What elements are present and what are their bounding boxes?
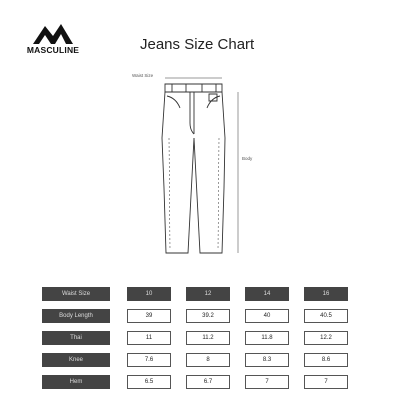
table-header-cell: 10 [127,287,171,301]
page-title: Jeans Size Chart [140,36,255,53]
mountain-logo-icon [33,22,73,44]
table-header-row [42,287,348,301]
table-cell: 11 [127,331,171,345]
table-cell: 7.6 [127,353,171,367]
table-header-cell: 12 [186,287,230,301]
table-cell: 39.2 [186,309,230,323]
table-header-cell: Waist Size [42,287,110,301]
table-row [42,309,348,323]
row-label: Thai [42,331,110,345]
table-cell: 40.5 [304,309,348,323]
table-header-cell: 14 [245,287,289,301]
row-label: Knee [42,353,110,367]
brand-name: MASCULINE [26,45,80,55]
jeans-diagram [120,68,270,268]
row-label: Hem [42,375,110,389]
table-cell: 6.5 [127,375,171,389]
table-row [42,353,348,367]
table-cell: 11.8 [245,331,289,345]
table-cell: 12.2 [304,331,348,345]
table-cell: 7 [245,375,289,389]
waist-size-label: Waist Size [132,73,154,78]
table-cell: 6.7 [186,375,230,389]
table-header-cell: 16 [304,287,348,301]
jeans-outline-icon [120,68,270,268]
size-table [42,279,348,397]
row-label: Body Length [42,309,110,323]
table-cell: 8 [186,353,230,367]
brand-logo [14,22,92,55]
table-row [42,375,348,389]
table-cell: 8.3 [245,353,289,367]
table-cell: 8.6 [304,353,348,367]
body-length-label: Body [242,156,253,161]
table-row [42,331,348,345]
table-cell: 7 [304,375,348,389]
table-cell: 11.2 [186,331,230,345]
table-cell: 40 [245,309,289,323]
table-cell: 39 [127,309,171,323]
